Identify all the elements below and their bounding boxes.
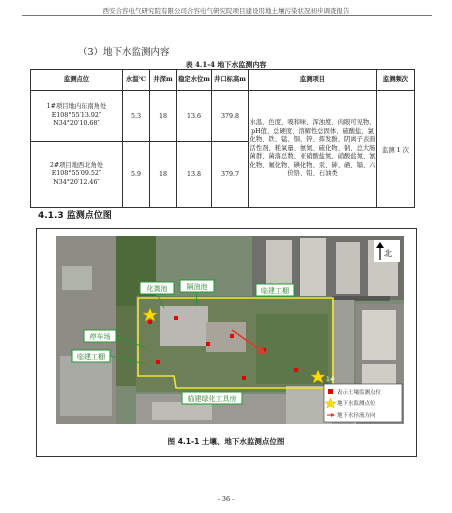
table-row (31, 91, 415, 142)
car-park-cars (60, 356, 112, 416)
header-divider (22, 15, 432, 16)
label-shuiyouchi: 隔油池 (186, 283, 208, 291)
row1-location-name: 1#项目地内东南角处 (46, 103, 107, 111)
soil-point (174, 316, 178, 320)
site-building-roof (160, 306, 208, 346)
row2-location (31, 142, 123, 208)
tower-3 (336, 242, 360, 294)
col-water-temp: 水温℃ (123, 70, 150, 91)
row1-water-temp: 5.3 (123, 91, 150, 142)
row2-well-depth: 18 (150, 142, 177, 208)
soil-point (294, 368, 298, 372)
site-roof-2 (206, 322, 246, 352)
col-location: 监测点位 (31, 70, 123, 91)
row2-water-temp: 5.9 (123, 142, 150, 208)
row2-lon: E108°55′09.52″ (51, 170, 102, 178)
page-header: 西安合容电气研究院有限公司合容电气研究院项目建设用地土壤污染状况初步调查报告 (102, 7, 350, 15)
col-stable-level: 稳定水位m (177, 70, 212, 91)
col-well-depth: 井深m (150, 70, 177, 91)
label-gongpeng-top: 临建工棚 (261, 287, 289, 295)
row1-lat: N34°20′10.68″ (53, 120, 100, 128)
label-parking: 停车场 (89, 333, 111, 341)
monitoring-table (30, 69, 415, 208)
table-caption: 表 4.1-4 地下水监测内容 (185, 60, 267, 69)
tower-2 (300, 238, 326, 296)
section-title-monitoring-map: 4.1.3 监测点位图 (38, 211, 112, 221)
monitoring-frequency: 监测 1 次 (377, 91, 415, 208)
legend-gw-label: 地下水监测点位 (337, 401, 376, 407)
gw-point-1-label: 1# (326, 376, 335, 383)
col-frequency: 监测频次 (377, 70, 415, 91)
label-gongpeng-left: 临建工棚 (77, 353, 105, 361)
section-title-groundwater-content: （3）地下水监测内容 (78, 47, 170, 58)
row2-location-name: 2#项目地西北角处 (49, 161, 104, 169)
legend-soil-label: 表示土壤监测点位 (337, 390, 382, 396)
soil-point (242, 376, 246, 380)
workshop-roof (152, 402, 212, 420)
label-huafenchi: 化粪池 (146, 285, 168, 293)
row1-well-depth: 18 (150, 91, 177, 142)
label-workshop: 临建绿化工具房 (187, 395, 237, 403)
soil-point (206, 342, 210, 346)
row1-stable-level: 13.6 (177, 91, 212, 142)
row1-location (31, 91, 123, 142)
soil-point (156, 360, 160, 364)
col-elevation: 井口标高m (212, 70, 249, 91)
col-items: 监测项目 (249, 70, 377, 91)
satellite-map (56, 236, 404, 424)
soil-point (148, 320, 152, 324)
left-roof (62, 266, 92, 290)
legend-soil-swatch (328, 389, 333, 394)
figure-caption: 图 4.1-1 土壤、地下水监测点位图 (167, 437, 285, 446)
legend-flow-label: 地下水径流方向 (337, 413, 376, 419)
trees-north (116, 236, 156, 306)
tower-5 (362, 310, 396, 360)
table-header-row (31, 70, 415, 91)
soil-point (230, 334, 234, 338)
page-number: - 36 - (217, 495, 235, 503)
north-label: 北 (384, 249, 392, 258)
row2-lat: N34°20′12.46″ (53, 178, 100, 186)
row1-lon: E108°55′13.92″ (51, 111, 102, 119)
row2-elevation: 379.7 (212, 142, 249, 208)
row2-stable-level: 13.8 (177, 142, 212, 208)
monitoring-items: 水温、色度、嗅和味、浑浊度、肉眼可见物、pH值、总硬度、溶解性总固体、硫酸盐、氯化物、铁、锰、铜、锌、挥发酚、阴离子表面活性剂、耗氧量、氨氮、硫化物、钠、总大肠菌群、菌落总数、亚硝酸盐氮、硝酸盐氮、氰化物、氟化物、碘化物、汞、砷、硒、镉、六价铬、铅、石油类 (249, 91, 377, 208)
map-canvas (56, 236, 404, 424)
row1-elevation: 379.8 (212, 91, 249, 142)
